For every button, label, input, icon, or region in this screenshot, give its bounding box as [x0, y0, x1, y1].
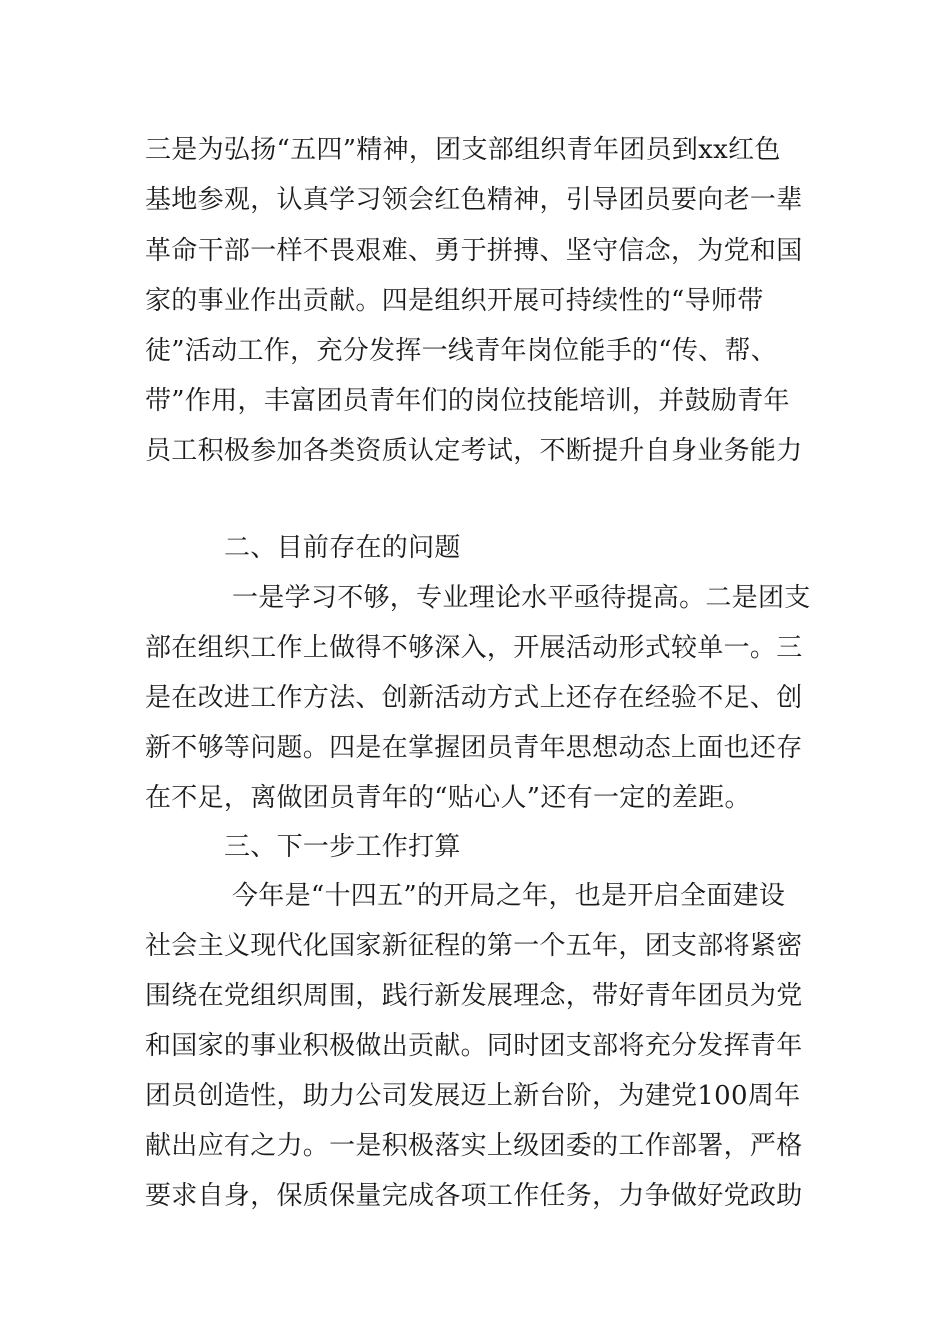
paragraph-line-2: 基地参观，认真学习领会红色精神，引导团员要向老一辈 — [145, 185, 803, 215]
paragraph-line-13: 今年是“十四五”的开局之年，也是开启全面建设 — [232, 881, 786, 911]
paragraph-line-16: 和国家的事业积极做出贡献。同时团支部将充分发挥青年 — [145, 1031, 803, 1061]
paragraph-line-8: 一是学习不够，专业理论水平亟待提高。二是团支 — [232, 583, 811, 613]
paragraph-line-9: 部在组织工作上做得不够深入，开展活动形式较单一。三 — [145, 633, 803, 663]
paragraph-line-5: 徒”活动工作，充分发挥一线青年岗位能手的“传、帮、 — [145, 336, 778, 366]
paragraph-line-19: 要求自身，保质保量完成各项工作任务，力争做好党政助 — [145, 1181, 803, 1211]
paragraph-line-15: 围绕在党组织周围，践行新发展理念，带好青年团员为党 — [145, 981, 803, 1011]
paragraph-line-12: 在不足，离做团员青年的“贴心人”还有一定的差距。 — [145, 783, 751, 813]
paragraph-line-10: 是在改进工作方法、创新活动方式上还存在经验不足、创 — [145, 683, 803, 713]
paragraph-line-1: 三是为弘扬“五四”精神，团支部组织青年团员到xx红色 — [145, 135, 781, 165]
paragraph-line-3: 革命干部一样不畏艰难、勇于拼搏、坚守信念，为党和国 — [145, 236, 803, 266]
paragraph-line-4: 家的事业作出贡献。四是组织开展可持续性的“导师带 — [145, 286, 764, 316]
section-heading-next-steps: 三、下一步工作打算 — [224, 832, 461, 862]
paragraph-line-11: 新不够等问题。四是在掌握团员青年思想动态上面也还存 — [145, 733, 803, 763]
paragraph-line-14: 社会主义现代化国家新征程的第一个五年，团支部将紧密 — [145, 931, 803, 961]
section-heading-problems: 二、目前存在的问题 — [224, 533, 461, 563]
paragraph-line-17: 团员创造性，助力公司发展迈上新台阶，为建党100周年 — [145, 1081, 801, 1111]
paragraph-line-7: 员工积极参加各类资质认定考试，不断提升自身业务能力 — [145, 436, 803, 466]
paragraph-line-6: 带”作用，丰富团员青年们的岗位技能培训，并鼓励青年 — [145, 386, 790, 416]
paragraph-line-18: 献出应有之力。一是积极落实上级团委的工作部署，严格 — [145, 1131, 803, 1161]
